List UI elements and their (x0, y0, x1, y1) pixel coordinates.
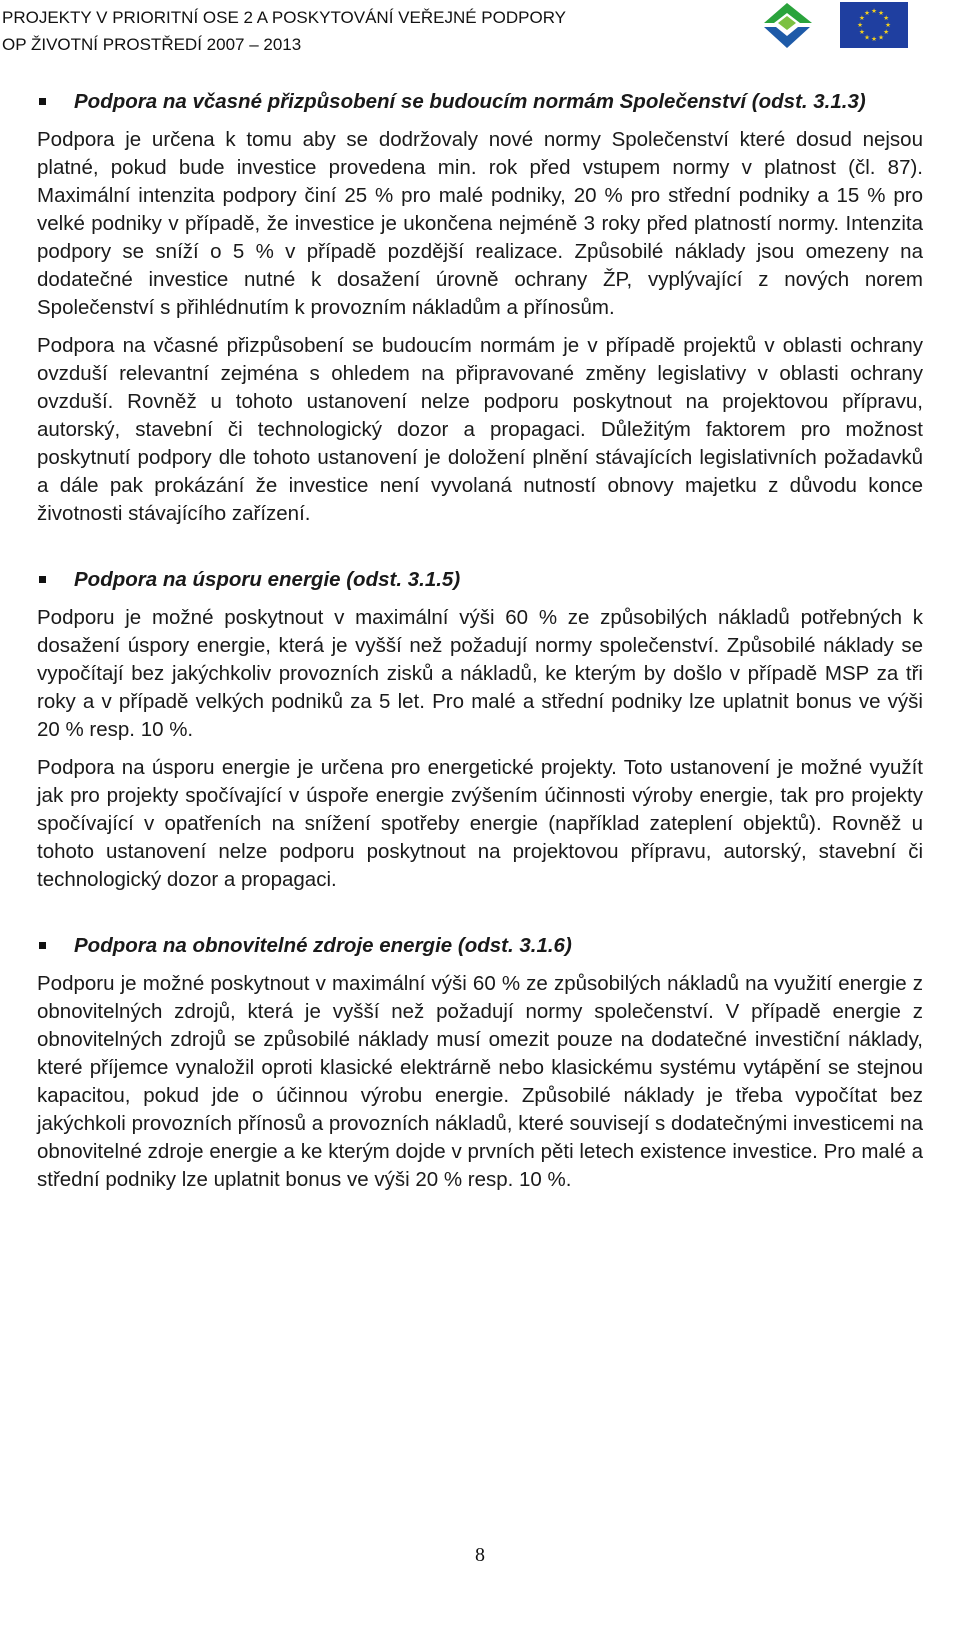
page-number: 8 (475, 1544, 485, 1566)
eu-flag (840, 2, 908, 48)
eu-star-icon: ★ (858, 28, 865, 37)
eu-star-icon: ★ (864, 33, 870, 42)
header-title (2, 4, 566, 58)
bullet-square-icon (39, 576, 46, 583)
section-heading-text: Podpora na obnovitelné zdroje energie (odst. 3.1.6) (74, 934, 572, 957)
paragraph: Podporu je možné poskytnout v maximální výši 60 % ze způsobilých nákladů potřebných k dosažení úspory energie, která je vyšší než požadují normy společenství. Způsobilé náklady se vypočítají bez jakýchkoliv provozních zisků a nákladů, ke kterým by došlo v případě MSP za tři roky a v případě velkých podniků za 5 let. Pro malé a střední podniky lze uplatnit bonus ve výši 20 % resp. 10 %. (37, 606, 923, 741)
section-heading (37, 88, 923, 116)
bullet-square-icon (39, 942, 46, 949)
eu-star-icon: ★ (885, 21, 891, 30)
section-heading (37, 566, 923, 594)
eu-star-icon: ★ (878, 9, 884, 18)
eu-star-icon: ★ (883, 14, 890, 23)
section-heading (37, 932, 923, 960)
eu-star-icon: ★ (864, 9, 870, 18)
header-line-2: OP ŽIVOTNÍ PROSTŘEDÍ 2007 – 2013 (2, 35, 302, 54)
header-line-1: PROJEKTY V PRIORITNÍ OSE 2 A POSKYTOVÁNÍ VEŘEJNÉ PODPORY (2, 8, 566, 27)
section-heading-text: Podpora na včasné přizpůsobení se budoucím normám Společenství (odst. 3.1.3) (74, 90, 866, 113)
eu-star-icon: ★ (871, 35, 877, 44)
paragraph: Podpora je určena k tomu aby se dodržovaly nové normy Společenství které dosud nejsou platné, pokud bude investice provedena min. rok před vstupem normy v platnost (čl. 87). Maximální intenzita podpory činí 25 % pro malé podniky, 20 % pro střední podniky a 15 % pro velké podniky v případě, že investice je ukončena nejméně 3 roky před platností normy. Intenzita podpory se sníží o 5 % v případě pozdější realizace. Způsobilé náklady jsou omezeny na dodatečné investice nutné k dosažení úrovně ochrany ŽP, vyplývající z nových norem Společenství s přihlédnutím k provozním nákladům a přínosům. (37, 128, 923, 319)
section-heading-text: Podpora na úsporu energie (odst. 3.1.5) (74, 568, 461, 591)
eu-star-icon: ★ (878, 33, 884, 42)
eu-star-icon: ★ (883, 28, 890, 37)
page-header (0, 0, 960, 58)
op-zp-logo (758, 1, 816, 51)
document-body (37, 88, 923, 1194)
paragraph: Podpora na včasné přizpůsobení se budoucím normám je v případě projektů v oblasti ochrany ovzduší relevantní zejména s ohledem na připravované změny legislativy v oblasti ochrany ovzduší. Rovněž u tohoto ustanovení nelze podporu poskytnout na projektovou přípravu, autorský, stavební či technologický dozor a propagaci. Důležitým faktorem pro možnost poskytnutí podpory dle tohoto ustanovení je doložení plnění stávajících legislativních požadavků a dále pak prokázání že investice není vyvolaná nutností obnovy majetku z důvodu konce životnosti stávajícího zařízení. (37, 334, 923, 525)
eu-star-icon: ★ (871, 7, 877, 16)
eu-star-icon: ★ (857, 21, 863, 30)
eu-star-icon: ★ (858, 14, 865, 23)
paragraph: Podporu je možné poskytnout v maximální výši 60 % ze způsobilých nákladů na využití energie z obnovitelných zdrojů, která je vyšší než požadují normy společenství. V případě energie z obnovitelných zdrojů se způsobilé náklady musí omezit pouze na dodatečné investiční náklady, které příjemce vynaložil oproti klasické elektrárně nebo klasickému systému vytápění se stejnou kapacitou, pokud jde o účinnou výrobu energie. Způsobilé náklady je třeba vypočítat bez jakýchkoli provozních přínosů a provozních nákladů, které souvisejí s dodatečnými investicemi na obnovitelné zdroje energie a ke kterým dojde v prvních pěti letech existence investice. Pro malé a střední podniky lze uplatnit bonus ve výši 20 % resp. 10 %. (37, 972, 923, 1191)
bullet-square-icon (39, 98, 46, 105)
paragraph: Podpora na úsporu energie je určena pro energetické projekty. Toto ustanovení je možné využít jak pro projekty spočívající v úspoře energie zvýšením účinnosti výroby energie, tak pro projekty spočívající v opatřeních na snížení spotřeby energie (například zateplení objektů). Rovněž u tohoto ustanovení nelze podporu poskytnout na projektovou přípravu, autorský, stavební či technologický dozor a propagaci. (37, 756, 923, 891)
